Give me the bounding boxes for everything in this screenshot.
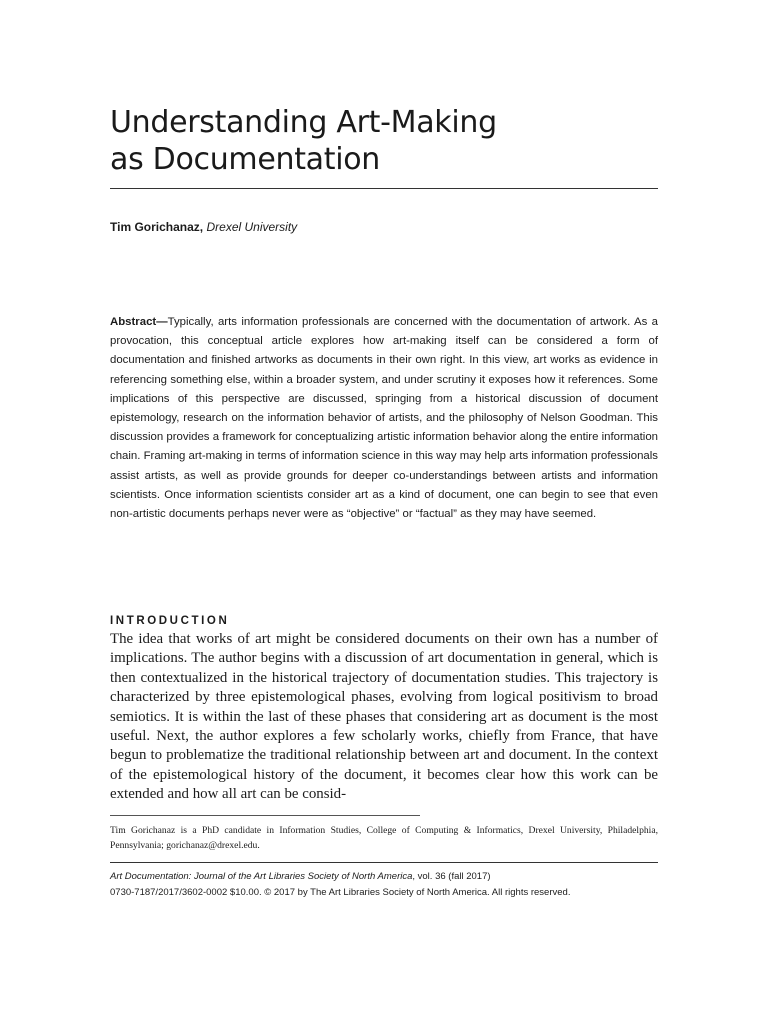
citation-line-1 xyxy=(110,869,658,885)
abstract-text: Typically, arts information professionals are concerned with the documentation of artwork. As a provocation, this conceptual article explores how art-making itself can be considered a form of documentation and finished artworks as documents in their own right. In this view, art works as evidence in referencing something else, within a broader system, and under scrutiny it exposes how it references. Some implications of this perspective are discussed, springing from a historical discussion of document epistemology, research on the information behavior of artists, and the philosophy of Nelson Goodman. This discussion provides a framework for conceptualizing artistic information behavior along the entire information chain. Framing art-making in terms of information science in this way may help arts information professionals assist artists, as well as provide grounds for deeper co-understandings between artists and information scientists. Once information scientists consider art as a kind of document, one can begin to see that even non-artistic documents perhaps never were as “objective” or “factual” as they may have seemed. xyxy=(110,316,658,521)
author-name: Tim Gorichanaz, xyxy=(110,220,204,234)
citation-divider xyxy=(110,862,658,863)
article-title xyxy=(110,104,658,178)
article-title-line-2: as Documentation xyxy=(110,142,381,177)
citation-line-2: 0730-7187/2017/3602-0002 $10.00. © 2017 by The Art Libraries Society of North America. All rights reserved. xyxy=(110,887,571,898)
abstract-label: Abstract— xyxy=(110,316,168,328)
abstract xyxy=(110,313,658,524)
article-page xyxy=(110,0,658,1024)
author-affiliation: Drexel University xyxy=(206,220,298,234)
author-footnote: Tim Gorichanaz is a PhD candidate in Information Studies, College of Computing & Informatics, Drexel University, Philadelphia, Pennsylvania; gorichanaz@drexel.edu. xyxy=(110,825,658,851)
introduction-paragraph: The idea that works of art might be considered documents on their own has a number of implications. The author begins with a discussion of art documentation in general, which is then contextualized in the historical trajectory of documentation studies. This trajectory is characterized by three epistemological phases, evolving from logical positivism to broad semiotics. It is within the last of these phases that considering art as document is the most useful. Next, the author explores a few scholarly works, chiefly from France, that have begun to problematize the traditional relationship between art and document. In the context of the epistemological history of the document, it becomes clear how this work can be extended and how all art can be consid- xyxy=(110,631,658,803)
author-byline xyxy=(110,219,297,235)
journal-name: Art Documentation: Journal of the Art Libraries Society of North America xyxy=(110,871,413,882)
journal-volume: , vol. 36 (fall 2017) xyxy=(412,871,491,882)
section-heading-introduction: INTRODUCTION xyxy=(110,615,230,627)
journal-citation xyxy=(110,869,658,901)
footnote-divider xyxy=(110,815,420,816)
title-divider xyxy=(110,188,658,189)
article-title-line-1: Understanding Art-Making xyxy=(110,105,497,140)
